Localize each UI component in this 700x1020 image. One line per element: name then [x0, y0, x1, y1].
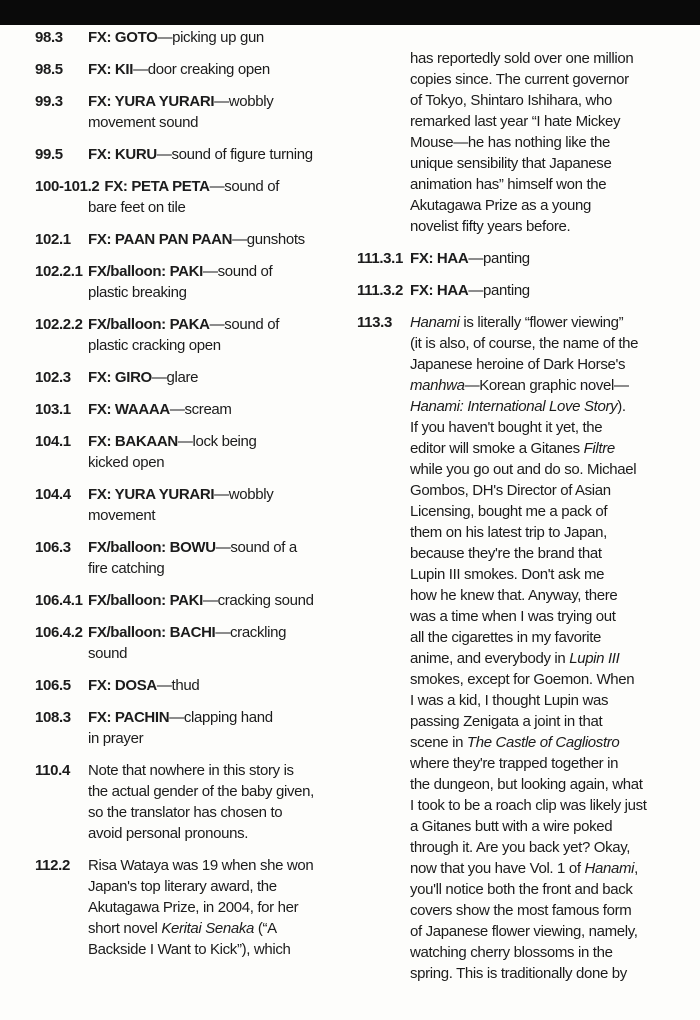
note-number: 111.3.2 [357, 282, 403, 299]
note-line [88, 537, 345, 558]
note-entry [35, 91, 345, 133]
note-line [410, 606, 692, 627]
note-line [410, 816, 692, 837]
note-text: —crackling [215, 624, 287, 641]
right-column [357, 48, 692, 995]
note-line [88, 939, 345, 960]
note-text: manhwa [410, 377, 465, 394]
note-entry [35, 367, 345, 388]
note-text: , [634, 860, 638, 877]
note-line [410, 858, 692, 879]
note-text: covers show the most famous form [410, 902, 632, 919]
note-line [88, 367, 345, 388]
note-heading: FX: HAA [410, 282, 469, 299]
note-heading: FX/balloon: PAKA [88, 316, 210, 333]
note-number: 106.4.2 [35, 624, 83, 641]
note-entry [357, 280, 692, 301]
note-text: Keritai Senaka [161, 920, 255, 937]
note-text: —gunshots [232, 231, 305, 248]
note-line [410, 396, 692, 417]
note-line [410, 375, 692, 396]
note-line [410, 795, 692, 816]
note-line [88, 622, 345, 643]
note-entry [35, 675, 345, 696]
note-text: spring. This is traditionally done by [410, 965, 627, 982]
note-number: 106.5 [35, 677, 71, 694]
note-text: was a time when I was trying out [410, 608, 616, 625]
note-number: 106.3 [35, 539, 71, 556]
note-entry [35, 590, 345, 611]
note-heading: FX: YURA YURARI [88, 486, 215, 503]
note-entry [35, 431, 345, 473]
note-text: through it. Are you back yet? Okay, [410, 839, 631, 856]
note-text: Akutagawa Prize, in 2004, for her [88, 899, 299, 916]
note-line [88, 590, 345, 611]
note-text: Filtre [583, 440, 615, 457]
note-text: avoid personal pronouns. [88, 825, 249, 842]
note-heading: FX: KII [88, 61, 134, 78]
note-text: Hanami: International Love Story [410, 398, 618, 415]
note-line [88, 59, 345, 80]
note-number: 110.4 [35, 762, 70, 779]
note-text: —panting [468, 282, 530, 299]
note-number: 102.1 [35, 231, 71, 248]
note-text: of Japanese flower viewing, namely, [410, 923, 638, 940]
note-text: kicked open [88, 454, 165, 471]
note-heading: FX: GIRO [88, 369, 152, 386]
note-text: a Gitanes butt with a wire poked [410, 818, 613, 835]
note-line [88, 675, 345, 696]
note-entry [35, 399, 345, 420]
note-text: short novel [88, 920, 162, 937]
note-text: them on his latest trip to Japan, [410, 524, 607, 541]
note-heading: FX: YURA YURARI [88, 93, 215, 110]
note-line [410, 690, 692, 711]
note-number: 104.1 [35, 433, 71, 450]
note-line [88, 823, 345, 844]
note-heading: FX/balloon: BOWU [88, 539, 216, 556]
note-text: has reportedly sold over one million [410, 50, 634, 67]
note-number: 103.1 [35, 401, 71, 418]
note-text: —thud [156, 677, 200, 694]
note-line [410, 459, 692, 480]
note-text: Note that nowhere in this story is [88, 762, 294, 779]
note-heading: FX: KURU [88, 146, 157, 163]
page-header-bar [0, 0, 700, 25]
note-entry [35, 314, 345, 356]
note-line [88, 918, 345, 939]
note-text: (“A [254, 920, 277, 937]
note-text: of Tokyo, Shintaro Ishihara, who [410, 92, 612, 109]
note-line [410, 48, 692, 69]
note-text: movement sound [88, 114, 199, 131]
note-text: smokes, except for Goemon. When [410, 671, 635, 688]
note-text: Risa Wataya was 19 when she won [88, 857, 314, 874]
note-text: watching cherry blossoms in the [410, 944, 613, 961]
note-line [410, 837, 692, 858]
note-heading: FX: DOSA [88, 677, 157, 694]
note-line [88, 335, 345, 356]
note-line [88, 176, 345, 197]
note-text: passing Zenigata a joint in that [410, 713, 603, 730]
note-text: in prayer [88, 730, 144, 747]
note-line [410, 753, 692, 774]
note-text: now that you have Vol. 1 of [410, 860, 585, 877]
note-heading: FX: BAKAAN [88, 433, 178, 450]
note-text: Licensing, bought me a pack of [410, 503, 608, 520]
note-line [410, 585, 692, 606]
note-line [410, 501, 692, 522]
note-line [410, 669, 692, 690]
note-line [410, 732, 692, 753]
note-text: how he knew that. Anyway, there [410, 587, 618, 604]
note-line [88, 197, 345, 218]
note-line [410, 648, 692, 669]
note-text: plastic cracking open [88, 337, 221, 354]
note-line [410, 879, 692, 900]
note-text: I took to be a roach clip was likely just [410, 797, 647, 814]
note-number: 102.3 [35, 369, 71, 386]
note-number: 113.3 [357, 314, 392, 331]
note-line [88, 897, 345, 918]
note-text: while you go out and do so. Michael [410, 461, 637, 478]
note-heading: FX: HAA [410, 250, 469, 267]
note-entry [35, 144, 345, 165]
note-text: The Castle of Cagliostro [466, 734, 620, 751]
note-heading: FX: GOTO [88, 29, 158, 46]
note-line [410, 942, 692, 963]
note-number: 112.2 [35, 857, 70, 874]
note-text: —sound of [209, 178, 280, 195]
note-line [410, 280, 692, 301]
note-line [88, 760, 345, 781]
note-line [410, 564, 692, 585]
note-entry [35, 707, 345, 749]
note-number: 99.3 [35, 93, 63, 110]
note-line [410, 480, 692, 501]
note-text: the dungeon, but looking again, what [410, 776, 643, 793]
note-text: ). [617, 398, 626, 415]
note-text: Lupin III [569, 650, 620, 667]
note-entry [35, 261, 345, 303]
note-number: 102.2.2 [35, 316, 83, 333]
note-line [410, 69, 692, 90]
note-text: —scream [169, 401, 232, 418]
note-entry [357, 48, 692, 237]
note-heading: FX: PAAN PAN PAAN [88, 231, 233, 248]
note-text: plastic breaking [88, 284, 187, 301]
note-text: —sound of [209, 316, 280, 333]
note-heading: FX/balloon: PAKI [88, 592, 203, 609]
note-line [88, 144, 345, 165]
note-line [88, 505, 345, 526]
note-text: animation has” himself won the [410, 176, 607, 193]
note-entry [35, 855, 345, 960]
note-line [410, 111, 692, 132]
note-heading: FX/balloon: BACHI [88, 624, 216, 641]
note-text: —door creaking open [133, 61, 270, 78]
note-text: where they're trapped together in [410, 755, 619, 772]
note-text: —clapping hand [169, 709, 273, 726]
note-text: Mouse—he has nothing like the [410, 134, 610, 151]
note-line [410, 522, 692, 543]
note-text: Lupin III smokes. Don't ask me [410, 566, 605, 583]
note-line [88, 91, 345, 112]
note-text: so the translator has chosen to [88, 804, 283, 821]
note-entry [357, 248, 692, 269]
note-text: unique sensibility that Japanese [410, 155, 612, 172]
left-column [35, 27, 345, 971]
note-number: 106.4.1 [35, 592, 83, 609]
note-entry [35, 622, 345, 664]
note-text: —panting [468, 250, 530, 267]
note-number: 108.3 [35, 709, 71, 726]
note-entry [35, 59, 345, 80]
note-entry [35, 27, 345, 48]
note-text: Backside I Want to Kick”), which [88, 941, 291, 958]
note-text: —Korean graphic novel— [464, 377, 629, 394]
note-line [88, 728, 345, 749]
note-text: —sound of a [215, 539, 297, 556]
note-number: 100-101.2 [35, 178, 100, 195]
note-number: 111.3.1 [357, 250, 403, 267]
note-line [410, 354, 692, 375]
note-text: —glare [151, 369, 199, 386]
note-line [88, 643, 345, 664]
note-entry [35, 537, 345, 579]
note-line [88, 558, 345, 579]
note-line [88, 452, 345, 473]
note-line [410, 90, 692, 111]
note-number: 99.5 [35, 146, 63, 163]
note-line [88, 229, 345, 250]
note-heading: FX: WAAAA [88, 401, 170, 418]
note-text: sound [88, 645, 128, 662]
note-line [410, 900, 692, 921]
note-text: is literally “flower viewing” [459, 314, 624, 331]
note-text: If you haven't bought it yet, the [410, 419, 603, 436]
note-number: 104.4 [35, 486, 71, 503]
note-number: 98.5 [35, 61, 63, 78]
note-text: bare feet on tile [88, 199, 186, 216]
note-text: editor will smoke a Gitanes [410, 440, 584, 457]
note-line [410, 312, 692, 333]
note-entry [357, 312, 692, 984]
note-text: I was a kid, I thought Lupin was [410, 692, 609, 709]
note-text: scene in [410, 734, 467, 751]
note-heading: FX/balloon: PAKI [88, 263, 203, 280]
note-line [410, 417, 692, 438]
note-entry [35, 760, 345, 844]
note-line [88, 802, 345, 823]
note-text: —lock being [177, 433, 257, 450]
note-line [410, 333, 692, 354]
note-heading: FX: PACHIN [88, 709, 170, 726]
note-text: remarked last year “I hate Mickey [410, 113, 621, 130]
note-text: anime, and everybody in [410, 650, 570, 667]
note-text: —sound of figure turning [156, 146, 313, 163]
note-line [410, 216, 692, 237]
note-line [410, 543, 692, 564]
note-line [88, 112, 345, 133]
note-line [88, 707, 345, 728]
note-line [410, 174, 692, 195]
note-line [88, 261, 345, 282]
note-line [410, 963, 692, 984]
note-heading: FX: PETA PETA [104, 178, 210, 195]
note-text: because they're the brand that [410, 545, 602, 562]
note-text: all the cigarettes in my favorite [410, 629, 602, 646]
note-line [410, 627, 692, 648]
note-line [410, 132, 692, 153]
note-entry [35, 176, 345, 218]
note-entry [35, 229, 345, 250]
note-line [410, 248, 692, 269]
note-text: —wobbly [214, 486, 274, 503]
note-line [88, 484, 345, 505]
note-entry [35, 484, 345, 526]
note-text: copies since. The current governor [410, 71, 629, 88]
note-line [88, 781, 345, 802]
note-text: Japan's top literary award, the [88, 878, 277, 895]
note-line [88, 876, 345, 897]
note-line [88, 399, 345, 420]
note-text: Akutagawa Prize as a young [410, 197, 592, 214]
note-text: Hanami [584, 860, 635, 877]
note-text: —sound of [202, 263, 273, 280]
note-number: 102.2.1 [35, 263, 83, 280]
note-text: movement [88, 507, 156, 524]
note-line [410, 774, 692, 795]
note-text: Gombos, DH's Director of Asian [410, 482, 611, 499]
note-text: —picking up gun [157, 29, 264, 46]
note-text: —cracking sound [202, 592, 314, 609]
note-line [410, 195, 692, 216]
note-text: —wobbly [214, 93, 274, 110]
note-line [88, 431, 345, 452]
note-text: novelist fifty years before. [410, 218, 571, 235]
note-text: Japanese heroine of Dark Horse's [410, 356, 626, 373]
note-text: Hanami [410, 314, 460, 331]
note-text: you'll notice both the front and back [410, 881, 633, 898]
note-number: 98.3 [35, 29, 63, 46]
note-line [88, 855, 345, 876]
note-line [410, 153, 692, 174]
note-line [410, 921, 692, 942]
note-line [410, 711, 692, 732]
note-line [88, 27, 345, 48]
note-line [410, 438, 692, 459]
note-line [88, 314, 345, 335]
note-text: the actual gender of the baby given, [88, 783, 314, 800]
note-line [88, 282, 345, 303]
note-text: fire catching [88, 560, 165, 577]
note-text: (it is also, of course, the name of the [410, 335, 639, 352]
